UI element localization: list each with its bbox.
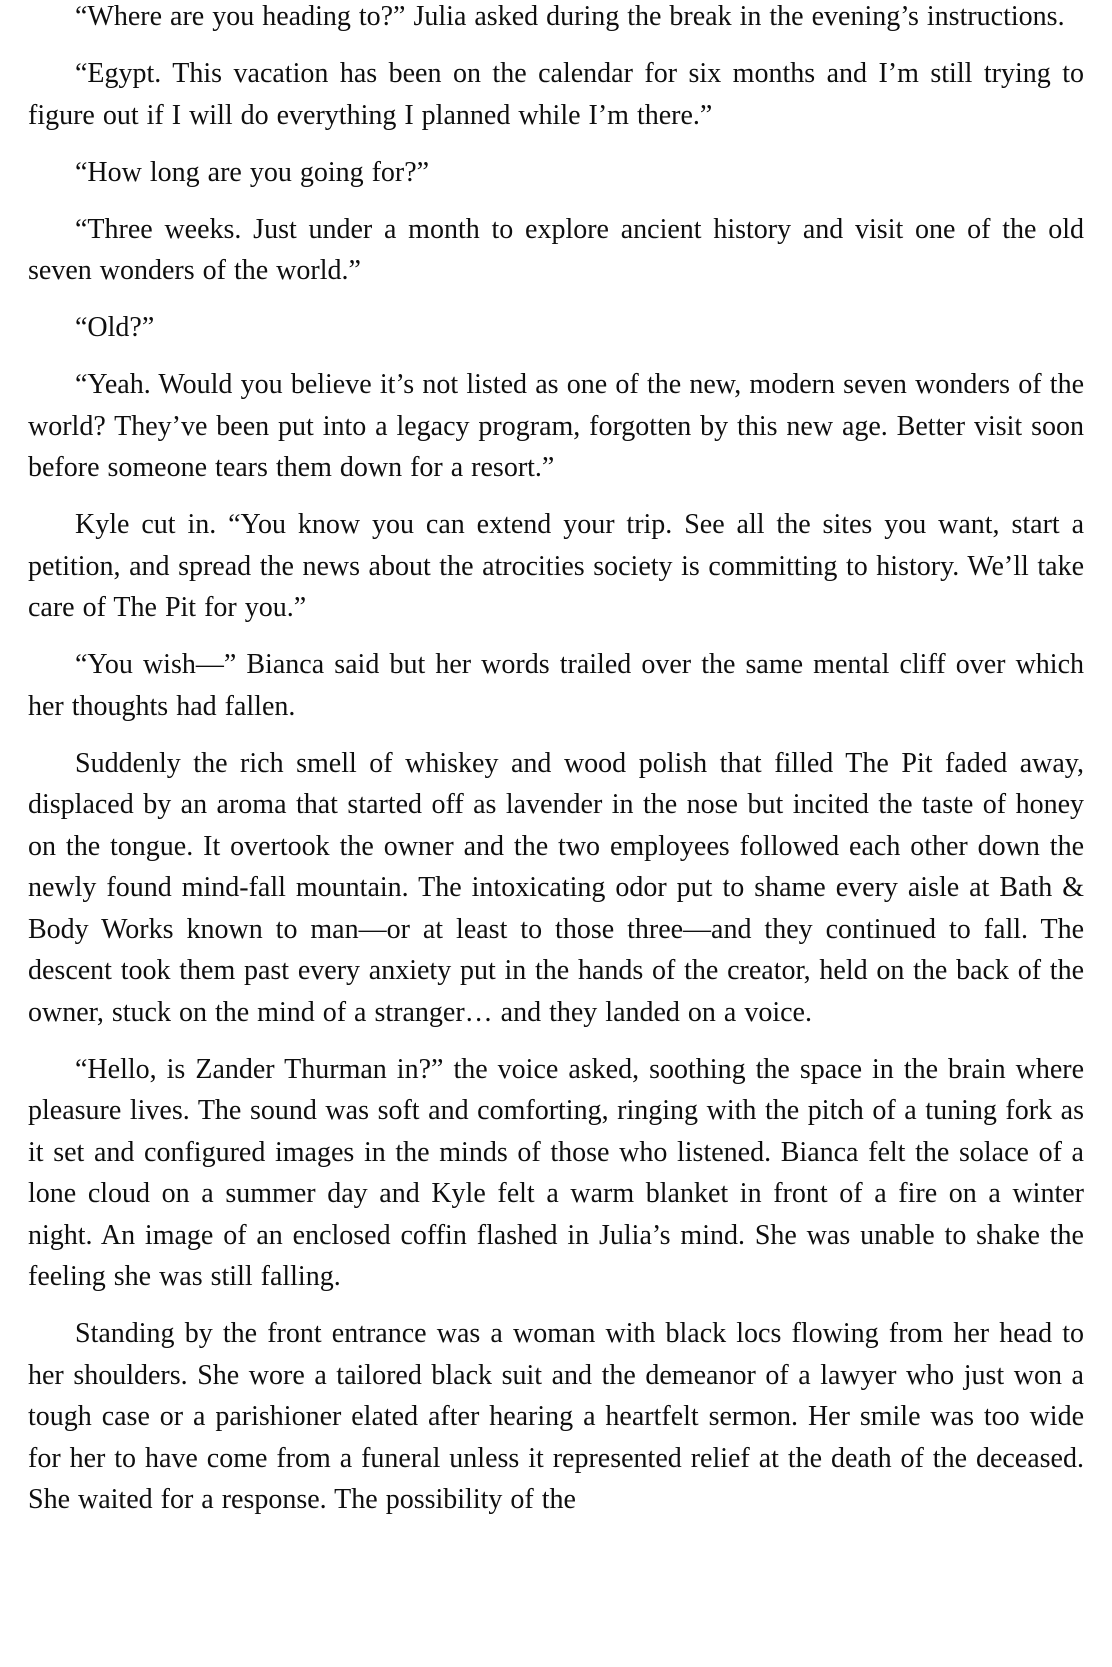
paragraph: Standing by the front entrance was a woman with black locs flowing from her head to her shoulders. She wore a tailored black suit and the demeanor of a lawyer who just won a tough case or a parishioner elated after hearing a heartfelt sermon. Her smile was too wide for her to have come from a funeral unless it represented relief at the death of the deceased. She waited for a response. The possibility of the [28, 1318, 1084, 1515]
paragraph: “Egypt. This vacation has been on the calendar for six months and I’m still trying to figure out if I will do everything I planned while I’m there.” [28, 58, 1084, 131]
paragraph: “Yeah. Would you believe it’s not listed as one of the new, modern seven wonders of the world? They’ve been put into a legacy program, forgotten by this new age. Better visit soon before someone tears them down for a resort.” [28, 369, 1084, 483]
paragraph: Kyle cut in. “You know you can extend your trip. See all the sites you want, start a petition, and spread the news about the atrocities society is committing to history. We’ll take care of The Pit for you.” [28, 509, 1084, 623]
paragraph: “Old?” [75, 312, 155, 343]
paragraph: “Where are you heading to?” Julia asked during the break in the evening’s instructions. [75, 1, 1065, 32]
paragraph: “How long are you going for?” [75, 156, 430, 188]
paragraph: “Three weeks. Just under a month to explore ancient history and visit one of the old seven wonders of the world.” [28, 213, 1084, 286]
paragraph: “You wish—” Bianca said but her words trailed over the same mental cliff over which her thoughts had fallen. [28, 649, 1084, 722]
paragraph: “Hello, is Zander Thurman in?” the voice asked, soothing the space in the brain where pleasure lives. The sound was soft and comforting, ringing with the pitch of a tuning fork as it set and configured images in the minds of those who listened. Bianca felt the solace of a lone cloud on a summer day and Kyle felt a warm blanket in front of a fire on a winter night. An image of an enclosed coffin flashed in Julia’s mind. She was unable to shake the feeling she was still falling. [28, 1053, 1084, 1292]
paragraph: Suddenly the rich smell of whiskey and wood polish that filled The Pit faded away, displaced by an aroma that started off as lavender in the nose but incited the taste of honey on the tongue. It overtook the owner and the two employees followed each other down the newly found mind-fall mountain. The intoxicating odor put to shame every aisle at Bath & Body Works known to man—or at least to those three—and they continued to fall. The descent took them past every anxiety put in the hands of the creator, held on the back of the owner, stuck on the mind of a stranger… and they landed on a voice. [28, 747, 1084, 1028]
